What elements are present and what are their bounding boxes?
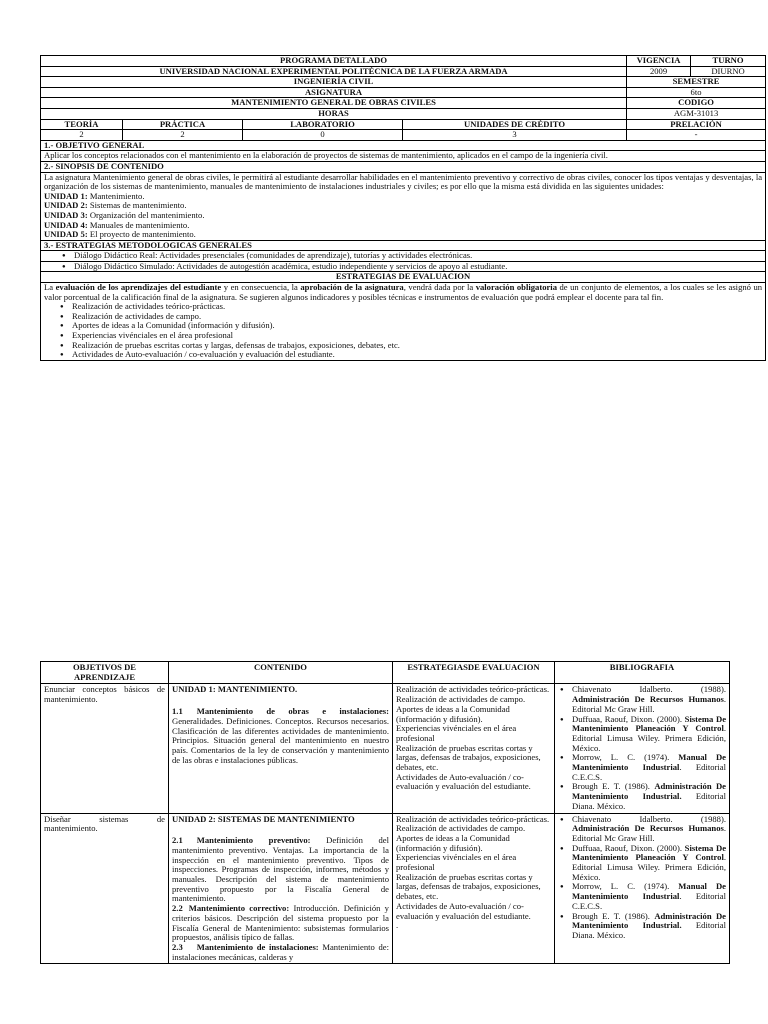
subtopic-number: 2.2: [172, 903, 183, 914]
evaluacion-title: ESTRATEGIAS DE EVALUACION: [41, 272, 766, 283]
unit-label: UNIDAD 4:: [44, 219, 88, 230]
bib-entry: [572, 882, 726, 911]
bib-author: Morrow, L. C. (1974).: [572, 752, 679, 763]
estrategia-line: Realización de actividades teórico-prácticas.: [396, 684, 550, 695]
evaluacion-item: ● Realización de actividades teórico-prácticas.: [72, 302, 762, 312]
evaluacion-text: , vendrá dada por la: [403, 282, 476, 293]
unit-label: UNIDAD 2:: [44, 200, 88, 211]
bib-entry: [572, 715, 726, 754]
objetivo-cell: Enunciar conceptos básicos de mantenimiento.: [41, 684, 169, 813]
estrategias-item: ● Diálogo Didáctico Simulado: Actividades de autogestión académica, estudio independiente y servicios de apoyo al estudiante.: [74, 262, 762, 272]
bib-title: Administración De Mantenimiento Industrial.: [572, 910, 726, 931]
sinopsis-title: 2.- SINOPSIS DE CONTENIDO: [41, 161, 766, 172]
content-table: [40, 661, 730, 964]
unit-label: UNIDAD 1:: [44, 190, 88, 201]
turno-value: DIURNO: [691, 66, 766, 77]
unit-text: Mantenimiento.: [87, 190, 145, 201]
estrategias-cell: [393, 813, 555, 964]
evaluacion-bold: evaluación de los aprendizajes del estudiante: [55, 282, 222, 293]
col-header-objetivos: OBJETIVOS DE APRENDIZAJE: [41, 662, 169, 684]
codigo-value: AGM-31013: [627, 108, 766, 119]
estrategia-line: .: [396, 920, 399, 931]
subtopic: [172, 707, 389, 765]
vigencia-label: VIGENCIA: [627, 56, 691, 67]
subtopic: [172, 836, 389, 904]
sinopsis-text: La asignatura Mantenimiento general de obras civiles, le permitirá al estudiante desarrollar habilidades en el mantenimiento preventivo y correctivo de obras civiles, conocer los tipos ventajas y desventajas, la organización de los sistemas de mantenimiento, manuales de mantenimiento de instalaciones industriales y civiles; es por ello que la misma está dividida en las siguientes unidades:: [44, 171, 763, 192]
bib-publisher: . Editorial C.E.C.S.: [572, 891, 726, 911]
bib-publisher: . Editorial Mc Graw Hill.: [572, 694, 726, 714]
subtopic-number: 1.1: [172, 706, 183, 717]
bib-title: Sistema De Mantenimiento Planeación Y Control: [572, 842, 727, 863]
bib-publisher: Editorial Diana. México.: [572, 791, 726, 811]
bib-author: Duffuaa, Raouf, Dixon. (2000).: [572, 713, 685, 724]
contenido-cell: [169, 684, 393, 813]
estrategias-item: ● Diálogo Didáctico Real: Actividades presenciales (comunidades de aprendizaje), tutorías y actividades electrónicas.: [74, 251, 762, 261]
bib-author: Chiavenato Idalberto. (1988).: [572, 684, 726, 695]
bib-author: Chiavenato Idalberto. (1988).: [572, 813, 726, 824]
unit-label: UNIDAD 5:: [44, 229, 88, 240]
evaluacion-item: ● Realización de actividades de campo.: [72, 312, 762, 322]
estrategia-line: Actividades de Auto-evaluación / co-evaluación y evaluación del estudiante.: [396, 900, 531, 921]
vigencia-value: 2009: [627, 66, 691, 77]
bib-publisher: . Editorial Limusa Wiley. Primera Edición, México.: [572, 723, 726, 753]
practica-label: PRÁCTICA: [123, 119, 243, 130]
estrategia-line: Realización de actividades teórico-prácticas.: [396, 813, 550, 824]
objetivo-text: Aplicar los conceptos relacionados con el mantenimiento en la elaboración de proyectos de sistemas de mantenimiento, aplicados en el campo de la ingeniería civil.: [41, 151, 766, 162]
subtopic-text: Definición del mantenimiento preventivo. Ventajas. La importancia de la inspección en el mantenimiento preventivo. Tipos de inspecciones. Programas de inspección, informes, métodos y manuales. Descripción del sistema de mantenimiento preventivo propuesto por la Fiscalía General de mantenimiento.: [172, 835, 390, 904]
bib-entry: [572, 753, 726, 782]
bib-publisher: Editorial Diana. México.: [572, 920, 726, 940]
teoria-label: TEORÍA: [41, 119, 123, 130]
estrategia-line: Aportes de ideas a la Comunidad (información y difusión).: [396, 832, 510, 853]
creditos-label: UNIDADES DE CRÉDITO: [403, 119, 627, 130]
subtopic-number: 2.1: [172, 835, 183, 846]
subtopic-title: Mantenimiento de instalaciones:: [196, 941, 319, 952]
estrategias-title: 3.- ESTRATEGIAS METODOLOGICAS GENERALES: [41, 240, 766, 251]
bib-entry: [572, 912, 726, 941]
bib-entry: [572, 844, 726, 883]
unit-text: Sistemas de mantenimiento.: [87, 200, 187, 211]
bib-publisher: . Editorial C.E.C.S.: [572, 762, 726, 782]
bib-title: Administración De Recursos Humanos: [572, 694, 724, 705]
unit-line: [44, 230, 762, 240]
bib-title: Administración De Mantenimiento Industrial.: [572, 781, 726, 802]
evaluacion-item: ● Experiencias vivénciales en el área profesional: [72, 331, 762, 341]
evaluacion-text: de un conjunto de elementos, a los cuales se les asignó un valor porcentual de la calificación final de la asignatura. Se sugieren algunos indicadores y posibles técnicas e instrumentos de evaluación que podrá emplear el docente para tal fin.: [44, 282, 763, 302]
bibliografia-cell: [555, 813, 730, 964]
subtopic-number: 2.3: [172, 941, 183, 952]
unit-text: Manuales de mantenimiento.: [87, 219, 190, 230]
estrategia-line: Realización de actividades de campo.: [396, 694, 526, 705]
bib-title: Sistema De Mantenimiento Planeación Y Control: [572, 713, 727, 734]
evaluacion-item: ● Aportes de ideas a la Comunidad (información y difusión).: [72, 321, 762, 331]
subtopic-text: Introducción. Definición y criterios básicos. Descripción del sistema propuesto por la Fiscalía General de Mantenimiento: subsistemas formularios propuestos, análisis típico de fallas.: [172, 903, 389, 943]
creditos-value: 3: [403, 130, 627, 141]
bib-entry: [572, 685, 726, 714]
bib-author: Brough E. T. (1986).: [572, 910, 655, 921]
col-header-bibliografia: BIBLIOGRAFIA: [555, 662, 730, 684]
codigo-label: CODIGO: [627, 98, 766, 109]
carrera-name: INGENIERÍA CIVIL: [41, 77, 627, 88]
table-row: [41, 684, 730, 813]
horas-label: HORAS: [41, 108, 627, 119]
prelacion-label: PRELACIÓN: [627, 119, 766, 130]
subtopic-text: Generalidades. Definiciones. Conceptos. Recursos necesarios. Clasificación de las diferentes actividades de mantenimiento. Principios. Situación general del mantenimiento en nuestro país. Comentarios de la ley de conservación y mantenimiento de las obras e instalaciones públicas.: [172, 715, 389, 765]
laboratorio-label: LABORATORIO: [243, 119, 403, 130]
estrategia-line: Realización de pruebas escritas cortas y largas, defensas de trabajos, exposiciones, debates, etc.: [396, 742, 541, 773]
sinopsis-body: [41, 172, 766, 240]
bib-title: Administración De Recursos Humanos: [572, 823, 724, 834]
semestre-value: 6to: [627, 87, 766, 98]
bib-author: Duffuaa, Raouf, Dixon. (2000).: [572, 842, 685, 853]
subtopic-title: Mantenimiento preventivo:: [196, 835, 311, 846]
asignatura-label: ASIGNATURA: [41, 87, 627, 98]
teoria-value: 2: [41, 130, 123, 141]
bib-publisher: . Editorial Mc Graw Hill.: [572, 823, 726, 843]
unit-text: Organización del mantenimiento.: [87, 209, 205, 220]
bib-publisher: . Editorial Limusa Wiley. Primera Edición, México.: [572, 852, 726, 882]
objetivo-title: 1.- OBJETIVO GENERAL: [41, 140, 766, 151]
evaluacion-item: ● Actividades de Auto-evaluación / co-evaluación y evaluación del estudiante.: [72, 350, 762, 360]
practica-value: 2: [123, 130, 243, 141]
estrategia-line: Experiencias vivénciales en el área profesional: [396, 723, 517, 743]
subtopic-text: Mantenimiento de: instalaciones mecánicas, calderas y: [172, 941, 389, 962]
bib-title: Manual De Mantenimiento Industrial: [572, 752, 726, 773]
table-row: [41, 813, 730, 964]
evaluacion-bold: valoración obligatoria: [475, 282, 557, 293]
contenido-cell: [169, 813, 393, 964]
estrategia-line: Aportes de ideas a la Comunidad (información y difusión).: [396, 703, 510, 724]
program-header-table: [40, 55, 766, 361]
evaluacion-text: La: [44, 282, 56, 293]
unit-text: El proyecto de mantenimiento.: [87, 229, 196, 240]
universidad-name: UNIVERSIDAD NACIONAL EXPERIMENTAL POLITÉCNICA DE LA FUERZA ARMADA: [41, 66, 627, 77]
estrategia-line: Realización de pruebas escritas cortas y largas, defensas de trabajos, exposiciones, debates, etc.: [396, 871, 541, 902]
estrategias-cell: [393, 684, 555, 813]
evaluacion-item: ● Realización de pruebas escritas cortas y largas, defensas de trabajos, exposiciones, debates, etc.: [72, 341, 762, 351]
evaluacion-list: [44, 302, 762, 360]
bib-author: Morrow, L. C. (1974).: [572, 881, 679, 892]
evaluacion-bold: aprobación de la asignatura: [300, 282, 404, 293]
col-header-estrategias: ESTRATEGIASDE EVALUACION: [393, 662, 555, 684]
bib-entry: [572, 815, 726, 844]
programa-title: PROGRAMA DETALLADO: [41, 56, 627, 67]
turno-label: TURNO: [691, 56, 766, 67]
subtopic-title: Mantenimiento correctivo:: [188, 903, 290, 914]
subtopic-title: Mantenimiento de obras e instalaciones:: [196, 706, 389, 717]
bibliografia-cell: [555, 684, 730, 813]
estrategias-item-row: [41, 251, 766, 262]
subtopic: [172, 943, 389, 962]
bib-title: Manual De Mantenimiento Industrial: [572, 881, 726, 902]
estrategia-line: Experiencias vivénciales en el área profesional: [396, 852, 517, 873]
laboratorio-value: 0: [243, 130, 403, 141]
asignatura-name: MANTENIMIENTO GENERAL DE OBRAS CIVILES: [41, 98, 627, 109]
col-header-contenido: CONTENIDO: [169, 662, 393, 684]
unit-title: UNIDAD 1: MANTENIMIENTO.: [172, 684, 298, 695]
evaluacion-paragraph: [44, 283, 762, 302]
objetivo-cell: Diseñar sistemas de mantenimiento.: [41, 813, 169, 964]
semestre-label: SEMESTRE: [627, 77, 766, 88]
unit-label: UNIDAD 3:: [44, 209, 88, 220]
subtopic: [172, 904, 389, 943]
bib-author: Brough E. T. (1986).: [572, 781, 655, 792]
estrategias-item-row: [41, 261, 766, 272]
evaluacion-body: [41, 283, 766, 361]
evaluacion-text: y en consecuencia, la: [221, 282, 301, 293]
prelacion-value: -: [627, 130, 766, 141]
estrategia-line: Realización de actividades de campo.: [396, 823, 526, 834]
unit-title: UNIDAD 2: SISTEMAS DE MANTENIMIENTO: [172, 813, 355, 824]
estrategia-line: Actividades de Auto-evaluación / co-evaluación y evaluación del estudiante.: [396, 771, 531, 792]
bib-entry: [572, 782, 726, 811]
